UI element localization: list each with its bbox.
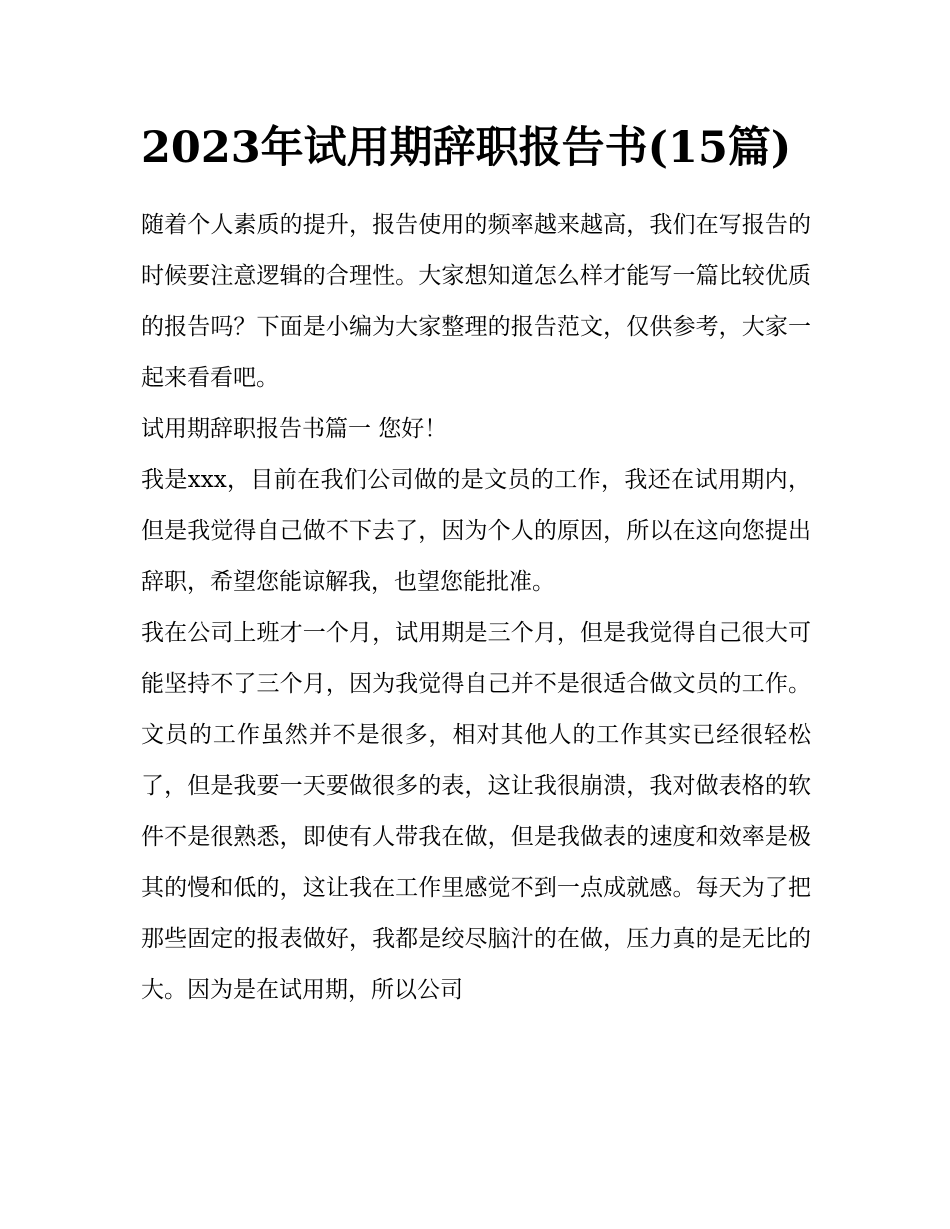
document-content (141, 112, 811, 1016)
paragraph-body-2: 我在公司上班才一个月，试用期是三个月，但是我觉得自己很大可能坚持不了三个月，因为我觉得自己并不是很适合做文员的工作。文员的工作虽然并不是很多，相对其他人的工作其实已经很轻松了，但是我要一天要做很多的表，这让我很崩溃，我对做表格的软件不是很熟悉，即使有人带我在做，但是我做表的速度和效率是极其的慢和低的，这让我在工作里感觉不到一点成就感。每天为了把那些固定的报表做好，我都是绞尽脑汁的在做，压力真的是无比的大。因为是在试用期，所以公司 (141, 620, 811, 1003)
paragraph-body-1: 我是xxx，目前在我们公司做的是文员的工作，我还在试用期内，但是我觉得自己做不下去了，因为个人的原因，所以在这向您提出辞职，希望您能谅解我，也望您能批准。 (141, 467, 811, 595)
document-title: 2023年试用期辞职报告书(15篇) (141, 123, 792, 173)
paragraph-greeting: 试用期辞职报告书篇一 您好！ (141, 416, 448, 442)
paragraph-intro: 随着个人素质的提升，报告使用的频率越来越高，我们在写报告的时候要注意逻辑的合理性。大家想知道怎么样才能写一篇比较优质的报告吗？下面是小编为大家整理的报告范文，仅供参考，大家一起来看看吧。 (141, 212, 811, 391)
